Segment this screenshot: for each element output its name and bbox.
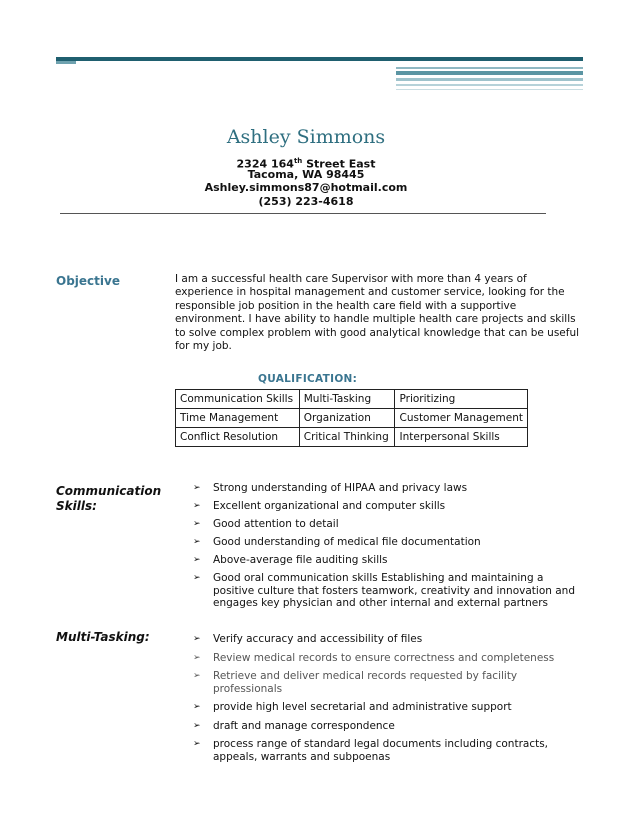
phone-number: (253) 223-4618 <box>258 195 354 208</box>
header-stripe-1 <box>396 67 583 69</box>
list-item: ➢ Strong understanding of HIPAA and privacy laws <box>193 482 468 494</box>
communication-skills-label <box>56 484 161 514</box>
street-address: 2324 164th Street East <box>236 157 376 171</box>
arrowhead-bullet-icon: ➢ <box>193 739 201 749</box>
table-cell: Customer Management <box>395 409 528 428</box>
list-item: ➢ Good oral communication skills Establishing and maintaining a positive culture that fosters teamwork, creativity and innovation and engages key physician and other internal and external partners <box>193 572 575 609</box>
arrowhead-bullet-icon: ➢ <box>193 501 201 511</box>
list-item: ➢ draft and manage correspondence <box>193 719 395 732</box>
arrowhead-bullet-icon: ➢ <box>193 483 201 493</box>
city-state-zip: Tacoma, WA 98445 <box>247 168 365 181</box>
arrowhead-bullet-icon: ➢ <box>193 652 201 663</box>
header-stripe-4 <box>396 84 583 86</box>
arrowhead-bullet-icon: ➢ <box>193 671 201 681</box>
header-divider <box>60 213 546 214</box>
list-item: ➢ process range of standard legal documents including contracts, appeals, warrants and subpoenas <box>193 738 549 763</box>
candidate-name: Ashley Simmons <box>226 126 386 148</box>
qualification-table <box>175 389 528 447</box>
table-row <box>176 428 528 447</box>
objective-text: I am a successful health care Supervisor with more than 4 years of experience in hospital management and customer service, looking for the responsible job position in the health care field with a supportive environment. I have ability to handle multiple health care projects and skills to solve complex problem with good analytical knowledge that can be useful for my job. <box>175 273 580 353</box>
list-item: ➢ Retrieve and deliver medical records requested by facility professionals <box>193 670 518 695</box>
table-cell: Time Management <box>176 409 300 428</box>
table-cell: Critical Thinking <box>299 428 395 447</box>
table-cell: Organization <box>299 409 395 428</box>
arrowhead-bullet-icon: ➢ <box>193 555 201 565</box>
qualification-heading: QUALIFICATION: <box>258 373 358 385</box>
list-item: ➢ Verify accuracy and accessibility of files <box>193 633 423 645</box>
arrowhead-bullet-icon: ➢ <box>193 702 201 712</box>
list-item: ➢ Good understanding of medical file documentation <box>193 536 481 548</box>
list-item: ➢ Excellent organizational and computer skills <box>193 500 446 512</box>
table-cell: Conflict Resolution <box>176 428 300 447</box>
table-cell: Prioritizing <box>395 390 528 409</box>
table-row <box>176 409 528 428</box>
header-stripe-3 <box>396 78 583 81</box>
arrowhead-bullet-icon: ➢ <box>193 720 201 731</box>
arrowhead-bullet-icon: ➢ <box>193 519 201 529</box>
arrowhead-bullet-icon: ➢ <box>193 634 201 644</box>
communication-label-line2: Skills: <box>56 499 97 513</box>
arrowhead-bullet-icon: ➢ <box>193 537 201 547</box>
table-cell: Communication Skills <box>176 390 300 409</box>
objective-label: Objective <box>56 274 120 288</box>
list-item: ➢ provide high level secretarial and administrative support <box>193 701 512 713</box>
communication-skills-list <box>193 482 583 610</box>
header-band-top <box>56 57 583 61</box>
table-row <box>176 390 528 409</box>
header-band-accent <box>56 61 76 64</box>
list-item: ➢ Review medical records to ensure correctness and completeness <box>193 651 555 664</box>
communication-label-line1: Communication <box>56 484 162 498</box>
header-stripe-5 <box>396 89 583 90</box>
arrowhead-bullet-icon: ➢ <box>193 573 201 583</box>
table-cell: Interpersonal Skills <box>395 428 528 447</box>
multitasking-list <box>193 633 583 763</box>
table-cell: Multi-Tasking <box>299 390 395 409</box>
header-stripe-2 <box>396 71 583 75</box>
email-address: Ashley.simmons87@hotmail.com <box>204 181 408 194</box>
multitasking-label: Multi-Tasking: <box>56 630 150 644</box>
list-item: ➢ Good attention to detail <box>193 518 339 530</box>
list-item: ➢ Above-average file auditing skills <box>193 554 388 566</box>
